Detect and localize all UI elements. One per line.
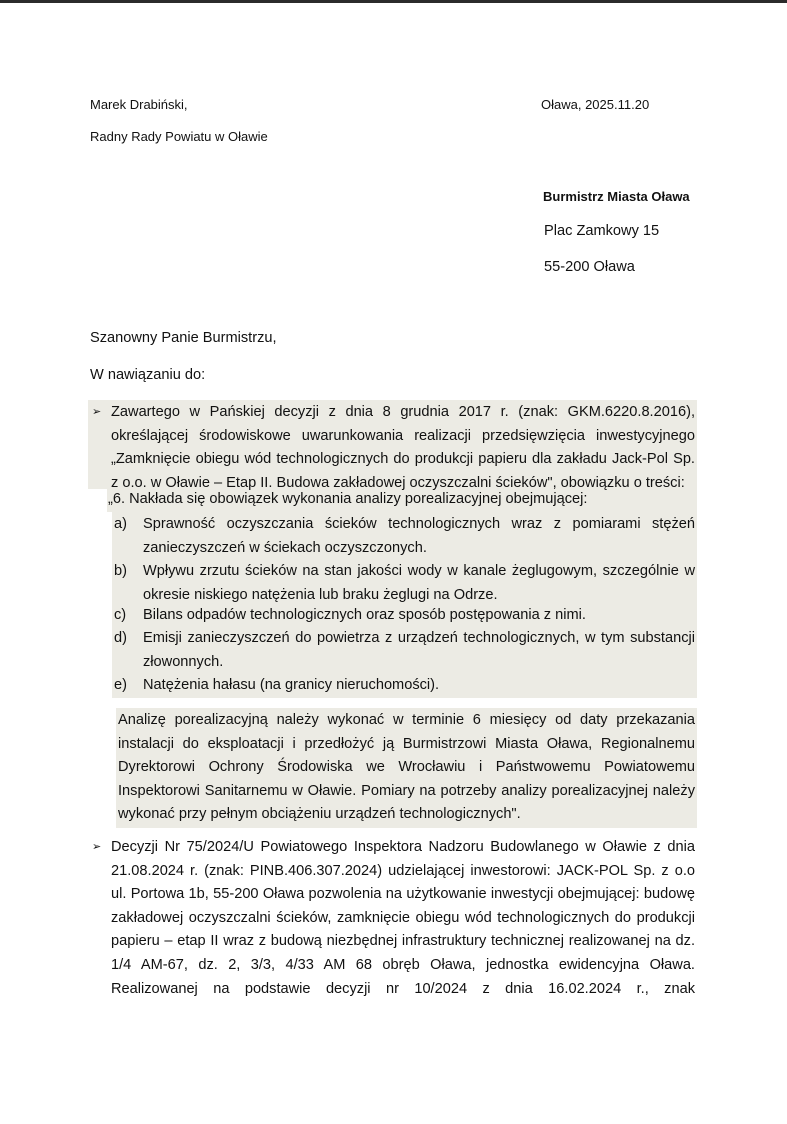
quote-closing-line: Inspektorowi Sanitarnemu w Oławie. Pomiary na potrzeby analizy porealizacyjnej należy (118, 782, 695, 799)
list-item-line: zanieczyszczeń w ściekach oczyszczonych. (143, 539, 427, 556)
list-item-line: Sprawność oczyszczania ścieków technologicznych wraz z pomiarami stężeń (143, 516, 695, 532)
list-label: b) (114, 563, 127, 579)
list-label: c) (114, 607, 127, 623)
list-label: e) (114, 677, 127, 693)
bullet-1-line: określającej środowiskowe uwarunkowania realizacji przedsięwzięcia inwestycyjnego (111, 427, 695, 444)
window-top-bar (0, 0, 787, 3)
list-label: d) (114, 630, 127, 646)
quote-closing-line: wykonać przy pełnym obciążeniu urządzeń technologicznych". (118, 806, 521, 823)
list-item-line: okresie niskiego natężenia lub braku żeglugi na Odrze. (143, 586, 498, 603)
bullet-2-line: papieru – etap II wraz z budową niezbędnej infrastruktury technicznej realizowanej na dz. (111, 933, 695, 950)
bullet-2-line: 21.08.2024 r. (znak: PINB.406.307.2024) udzielającej inwestorowi: JACK-POL Sp. z o.o (111, 862, 695, 879)
arrowhead-bullet-icon: ➢ (92, 406, 102, 418)
bullet-2-line: Realizowanej na podstawie decyzji nr 10/2024 z dnia 16.02.2024 r., znak (111, 980, 695, 997)
list-item-line: Natężenia hałasu (na granicy nieruchomości). (143, 677, 440, 693)
greeting: Szanowny Panie Burmistrzu, (90, 330, 277, 346)
quote-closing-line: Analizę porealizacyjną należy wykonać w terminie 6 miesięcy od daty przekazania (118, 712, 695, 728)
bullet-1-text (111, 401, 695, 495)
quote-intro: „6. Nakłada się obowiązek wykonania analizy porealizacyjnej obejmującej: (108, 491, 588, 507)
place-date: Oława, 2025.11.20 (541, 97, 650, 112)
bullet-2-text (111, 836, 695, 1001)
sender-name: Marek Drabiński, (90, 97, 188, 112)
list-item-line: Wpływu zrzutu ścieków na stan jakości wody w kanale żeglugowym, szczególnie w (143, 563, 695, 579)
bullet-2-line: 1/4 AM-67, dz. 2, 3/3, 4/33 AM 68 obręb Oława, jednostka ewidencyjna Oława. (111, 956, 695, 973)
list-item-line: złowonnych. (143, 653, 224, 670)
bullet-2-line: ul. Portowa 1b, 55-200 Oława pozwolenia na użytkowanie inwestycji obejmującej: budowę (111, 886, 695, 903)
bullet-1-line: „Zamknięcie obiegu wód technologicznych do produkcji papieru dla zakładu Jack-Pol Sp. (111, 451, 695, 468)
bullet-2-line: zakładowej oczyszczalni ścieków, zamknięcie obiegu wód technologicznych do produkcji (111, 909, 695, 926)
list-label: a) (114, 516, 127, 532)
recipient-street: Plac Zamkowy 15 (544, 223, 660, 239)
recipient-city: 55-200 Oława (544, 259, 635, 275)
list-item-line: Bilans odpadów technologicznych oraz sposób postępowania z nimi. (143, 607, 586, 623)
quote-closing-line: instalacji do eksploatacji i przedłożyć ją Burmistrzowi Miasta Oława, Regionalnemu (118, 735, 695, 752)
bullet-1-line: z o.o. w Oławie – Etap II. Budowa zakładowej oczyszczalni ścieków", obowiązku o treści: (111, 474, 685, 491)
intro-line: W nawiązaniu do: (90, 367, 206, 383)
sender-title: Radny Rady Powiatu w Oławie (90, 129, 268, 144)
bullet-1-line: Zawartego w Pańskiej decyzji z dnia 8 grudnia 2017 r. (znak: GKM.6220.8.2016), (111, 404, 695, 420)
arrowhead-bullet-icon: ➢ (92, 841, 102, 853)
bullet-2-line: Decyzji Nr 75/2024/U Powiatowego Inspektora Nadzoru Budowlanego w Oławie z dnia (111, 839, 695, 855)
quote-closing (118, 709, 695, 827)
recipient-title: Burmistrz Miasta Oława (543, 189, 690, 204)
quote-closing-line: Dyrektorowi Ochrony Środowiska we Wrocławiu i Państwowemu Powiatowemu (118, 759, 695, 776)
list-item-line: Emisji zanieczyszczeń do powietrza z urządzeń technologicznych, w tym substancji (143, 630, 695, 646)
